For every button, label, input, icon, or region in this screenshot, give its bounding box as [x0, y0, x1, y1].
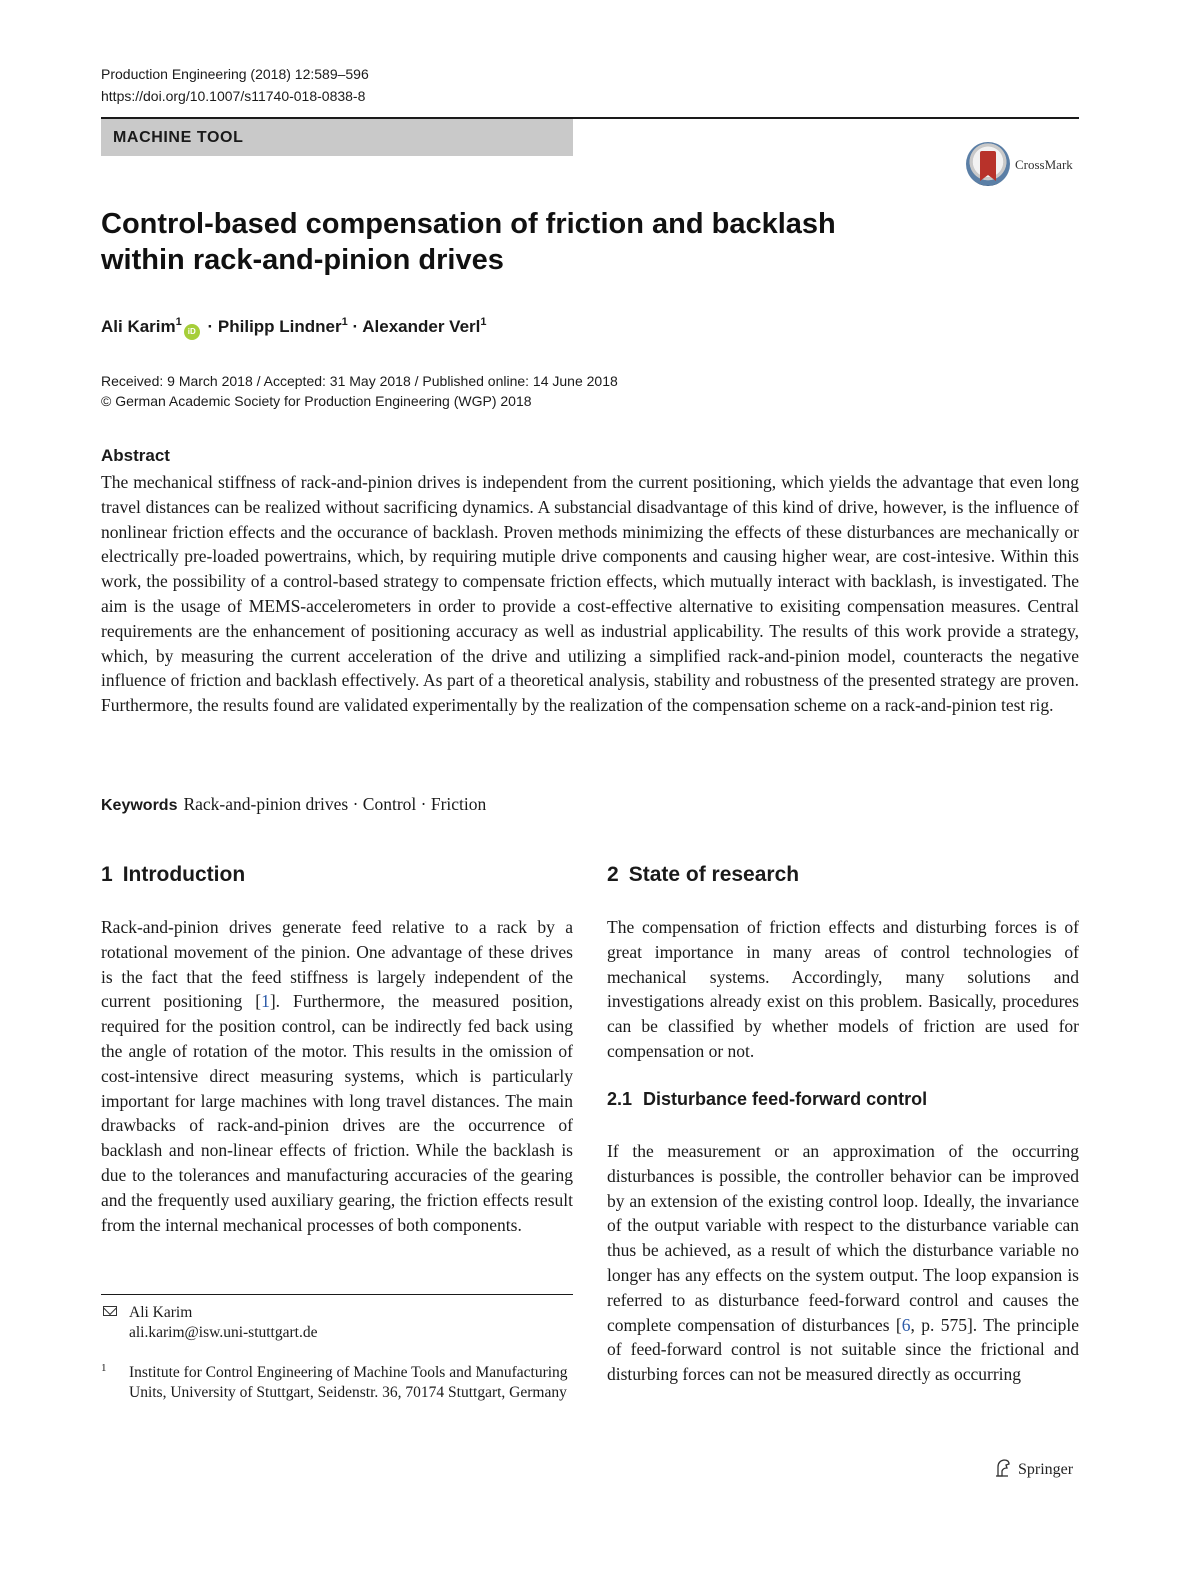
crossmark-label: CrossMark	[1015, 157, 1073, 172]
orcid-icon[interactable]: iD	[184, 324, 200, 340]
subsection-title: Disturbance feed-forward control	[643, 1089, 928, 1109]
citation-link[interactable]: 6	[901, 1314, 911, 1335]
section-heading-state-of-research	[607, 863, 799, 887]
author-separator: ·	[352, 317, 359, 336]
author-name[interactable]: Alexander Verl	[362, 317, 481, 336]
disturbance-feed-forward-paragraph	[607, 1139, 1079, 1387]
section-title: State of research	[628, 863, 800, 886]
author-name[interactable]: Ali Karim	[101, 317, 176, 336]
author-affil-mark: 1	[341, 316, 348, 328]
doi-link[interactable]: https://doi.org/10.1007/s11740-018-0838-8	[101, 88, 366, 104]
section-title: Introduction	[122, 863, 246, 886]
corresponding-author	[129, 1303, 317, 1343]
paper-title	[101, 206, 861, 278]
author-separator: ·	[207, 317, 214, 336]
introduction-paragraph	[101, 915, 573, 1237]
abstract-heading: Abstract	[101, 446, 170, 465]
title-line-1: Control-based compensation of friction and backlash	[101, 208, 836, 240]
paragraph-text: ]. Furthermore, the measured position, required for the position control, can be indirectly fed back using the angle of rotation of the motor. This results in the omission of cost-intensive direct measuring systems, which is particularly important for large machines with long travel distances. The main drawbacks of rack-and-pinion drives are the occurrence of backlash and non-linear effects of friction. While the backlash is due to the tolerances and manufacturing accuracies of the gearing and the frequently used auxiliary gearing, the friction effects result from the internal mechanical processes of both components.	[101, 991, 573, 1235]
publisher-logo	[994, 1458, 1073, 1481]
keywords-text: Rack-and-pinion drives · Control · Friction	[183, 794, 487, 814]
publisher-name: Springer	[1018, 1461, 1074, 1478]
footnote-rule	[101, 1294, 573, 1295]
corresponding-author-name: Ali Karim	[129, 1304, 193, 1321]
citation-link[interactable]: 1	[261, 991, 270, 1012]
paragraph-text: , p. 575]. The principle of feed-forward control is not suitable since the frictional and disturbing forces can not be measured directly as occurring	[607, 1314, 1080, 1385]
journal-citation: Production Engineering (2018) 12:589–596	[101, 66, 369, 82]
subsection-heading-disturbance-feed-forward	[607, 1089, 927, 1110]
journal-header	[101, 63, 369, 107]
keywords-label: Keywords	[101, 797, 178, 814]
copyright-line: © German Academic Society for Production Engineering (WGP) 2018	[101, 393, 532, 409]
state-of-research-paragraph: The compensation of friction effects and disturbing forces is of great importance in many areas of control technologies of mechanical systems. Accordingly, many solutions and investigations already exist on this problem. Basically, procedures can be classified by whether models of friction are used for compensation or not.	[607, 917, 1079, 1061]
publication-dates	[101, 371, 618, 411]
author-affil-mark: 1	[175, 316, 182, 328]
paragraph-text: If the measurement or an approximation of the occurring disturbances is possible, the controller behavior can be improved by an extension of the existing control loop. Ideally, the invariance of the output variable with respect to the disturbance variable can thus be achieved, as a result of which the disturbance variable no longer has any effects on the system output. The loop expansion is referred to as disturbance feed-forward control and causes the complete compensation of disturbances [	[607, 1141, 1079, 1335]
dates-line: Received: 9 March 2018 / Accepted: 31 May 2018 / Published online: 14 June 2018	[101, 373, 618, 389]
envelope-icon	[103, 1306, 117, 1316]
title-line-2: within rack-and-pinion drives	[101, 244, 504, 276]
section-number: 1	[101, 863, 113, 886]
paragraph-text: Rack-and-pinion drives generate feed relative to a rack by a rotational movement of the pinion. One advantage of these drives is the fact that the feed stiffness is largely independent of the current positioning [	[101, 917, 573, 1012]
author-list	[101, 310, 487, 340]
affiliation-number: 1	[101, 1362, 107, 1374]
abstract-text: The mechanical stiffness of rack-and-pinion drives is independent from the current positioning, which yields the advantage that even long travel distances can be realized without sacrificing dynamics. A substancial disadvantage of this kind of drive, however, is the influence of nonlinear friction effects and the occurance of backlash. Proven methods minimizing the effects of these disturbances are mechanically or electrically pre-loaded powertrains, which, by requiring mutiple drive components and causing higher wear, are cost-intesive. Within this work, the possibility of a control-based strategy to compensate friction effects, which mutually interact with backlash, is investigated. The aim is the usage of MEMS-accelerometers in order to provide a cost-effective alternative to exisiting compensation measures. Central requirements are the enhancement of positioning accuracy as well as industrial applicability. The results of this work provide a strategy, which, by measuring the current acceleration of the drive and utilizing a simplified rack-and-pinion model, counteracts the negative influence of friction and backlash effectively. As part of a theoretical analysis, stability and robustness of the presented strategy are proven. Furthermore, the results found are validated experimentally by the realization of the compensation scheme on a rack-and-pinion test rig.	[101, 472, 1079, 716]
section-label: MACHINE TOOL	[113, 129, 244, 146]
keywords	[101, 792, 486, 818]
springer-horse-icon	[994, 1458, 1012, 1478]
section-banner	[101, 119, 573, 156]
crossmark-icon	[966, 142, 1010, 186]
author-name[interactable]: Philipp Lindner	[217, 317, 342, 336]
subsection-number: 2.1	[607, 1089, 633, 1109]
corresponding-author-email[interactable]: ali.karim@isw.uni-stuttgart.de	[129, 1324, 318, 1341]
affiliation-text: Institute for Control Engineering of Machine Tools and Manufacturing Units, University of Stuttgart, Seidenstr. 36, 70174 Stuttgart, Germany	[129, 1364, 568, 1401]
crossmark-badge[interactable]	[966, 142, 1086, 186]
section-heading-introduction	[101, 863, 245, 887]
author-affil-mark: 1	[480, 316, 487, 328]
section-number: 2	[607, 863, 619, 886]
